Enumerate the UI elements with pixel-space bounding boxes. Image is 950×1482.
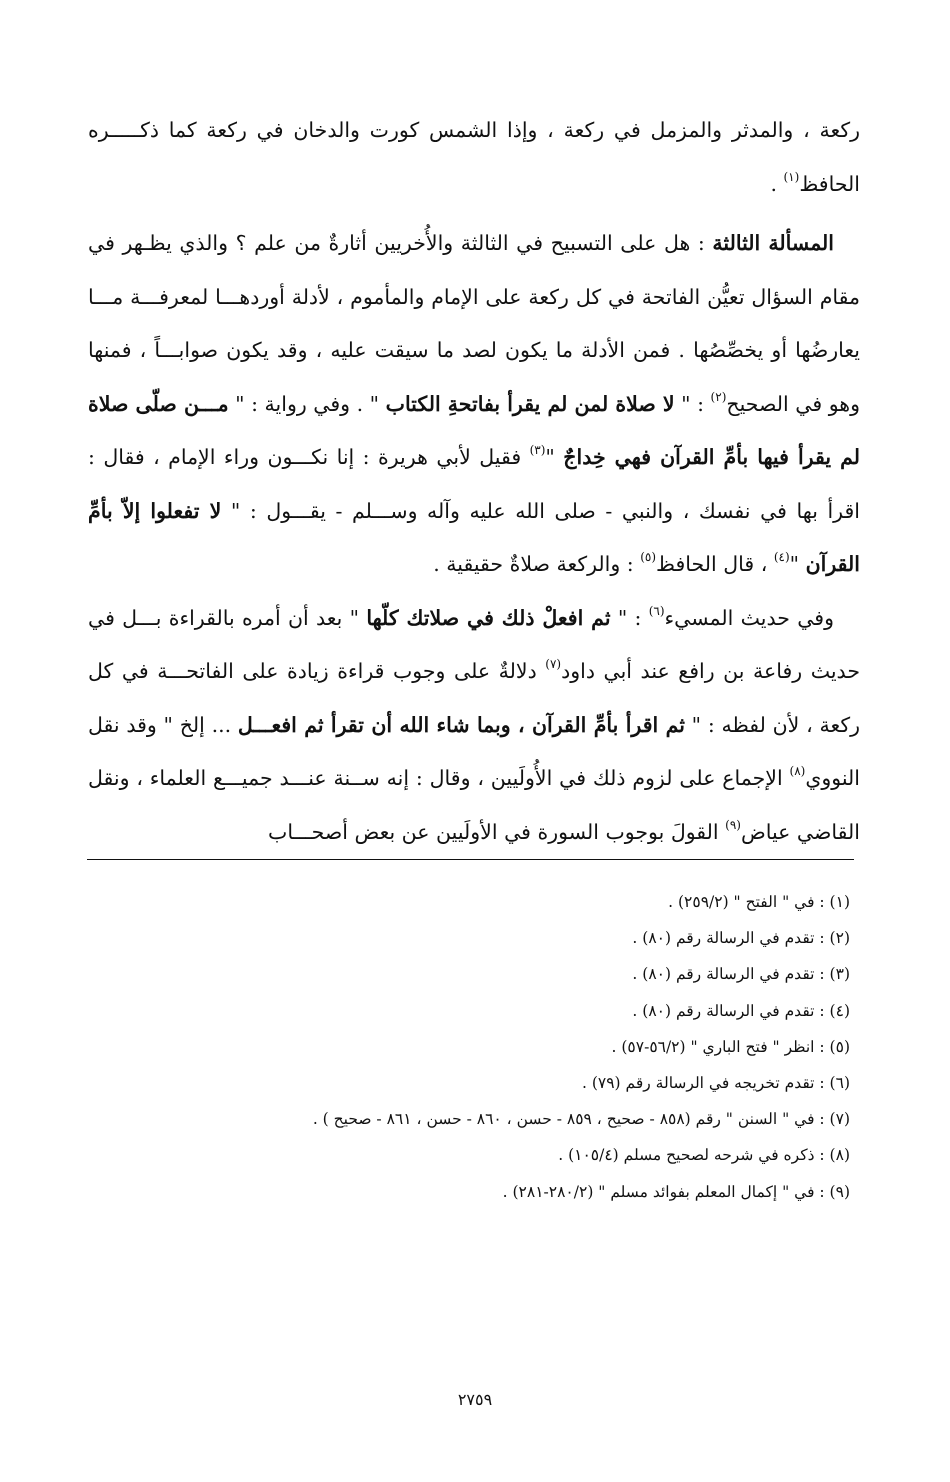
- footnote-reference: (٩): [725, 817, 741, 832]
- footnote-reference: (٥): [640, 550, 657, 564]
- footnote-reference: (٢): [710, 389, 727, 404]
- footnote-reference: (٨): [789, 764, 806, 778]
- text-segment: .: [770, 171, 784, 196]
- bold-quotation: مـــن صلّى صلاة لم يقرأ فيها بأمِّ القرآن فهي خِداجٌ: [88, 391, 860, 469]
- footnote-6: (٦) : تقدم تخريجه في الرسالة رقم (٧٩) .: [581, 1074, 850, 1093]
- paragraph-3: [88, 592, 860, 860]
- text-segment: " بعد أن أمره بالقراءة بـــل في حديث رفاعة بن رافع عند أبي داود: [88, 605, 860, 683]
- text-segment: : ": [610, 605, 649, 630]
- footnote-5: (٥) : انظر " فتح الباري " (٥٦/٢-٥٧) .: [611, 1037, 850, 1056]
- text-segment: ، قال الحافظ: [656, 552, 774, 576]
- footnote-2: (٢) : تقدم في الرسالة رقم (٨٠) .: [632, 929, 850, 948]
- text-segment: : والركعة صلاةٌ حقيقية .: [433, 552, 641, 576]
- main-text: [88, 104, 860, 859]
- bold-quotation: لا تفعلوا إلاّ بأمِّ القرآن: [88, 498, 860, 576]
- paragraph-2: [88, 217, 860, 592]
- text-segment: الإجماع على لزوم ذلك في الأُولَيين ، وقال : إنه ســنة عنـــد جميـــع العلماء ، ونقل القاضي عياض: [88, 766, 860, 844]
- text-segment: : ": [674, 391, 711, 416]
- text-segment: القولَ بوجوب السورة في الأولَيين عن بعض أصحـــاب: [268, 819, 726, 844]
- footnote-8: (٨) : ذكره في شرحه لصحيح مسلم (١٠٥/٤) .: [558, 1146, 850, 1165]
- text-segment: وفي حديث المسيء: [664, 605, 834, 630]
- bold-quotation: ثم اقرأ بأمِّ القرآن ، وبما شاء الله أن تقرأ ثم افعـــل: [237, 712, 685, 737]
- footnote-reference: (٣): [529, 443, 546, 457]
- footnotes: [88, 884, 850, 1210]
- text-segment: ": [545, 445, 564, 469]
- footnote-9: (٩) : في " إكمال المعلم بفوائد مسلم " (٢٨٠/٢-٢٨١) .: [502, 1182, 850, 1201]
- text-segment: دلالةٌ على وجوب قراءة زيادة على الفاتحـــة في كل ركعة ، لأن لفظه : ": [88, 659, 861, 737]
- footnote-3: (٣) : تقدم في الرسالة رقم (٨٠) .: [632, 965, 850, 984]
- text-segment: ... إلخ " وقد نقل النووي: [88, 712, 860, 790]
- footnote-separator: [87, 859, 854, 860]
- text-segment: : هل على التسبيح في الثالثة والأُخريين أثارةٌ من علم ؟ والذي يظـهر في مقام السؤال تعيُّن الفاتحة في كل ركعة على الإمام والمأموم ، لأدلة أوردهـــا لمعرفـــة مـــا يعارضُها أو يخصِّصُها . فمن الأدلة ما يكون لصد ما سيقت عليه ، وقد يكون صوابـــاً ، فمنها وهو في الصحيح: [88, 231, 861, 416]
- footnote-reference: (٦): [648, 603, 665, 618]
- page-number: ٢٧٥٩: [457, 1390, 493, 1409]
- text-segment: " . وفي رواية : ": [228, 391, 386, 416]
- text-segment: ركعة ، والمدثر والمزمل في ركعة ، وإذا الشمس كورت والدخان في ركعة كما ذكـــــره الحافظ: [88, 118, 860, 196]
- footnote-1: (١) : في " الفتح " (٢٥٩/٢) .: [668, 893, 850, 911]
- bold-quotation: المسألة الثالثة: [712, 231, 834, 255]
- footnote-7: (٧) : في " السنن " رقم (٨٥٨ - صحيح ، ٨٥٩ - حسن ، ٨٦٠ - حسن ، ٨٦١ - صحيح ) .: [312, 1110, 850, 1129]
- footnote-reference: (١): [783, 169, 800, 184]
- bold-quotation: ثم افعلْ ذلك في صلاتك كلّها: [366, 605, 611, 630]
- text-segment: ": [789, 552, 806, 576]
- bold-quotation: لا صلاة لمن لم يقرأ بفاتحةِ الكتاب: [385, 391, 675, 416]
- text-segment: فقيل لأبي هريرة : إنا نكـــون وراء الإمام ، فقال : اقرأ بها في نفسك ، والنبي - صلى الله عليه وآله وســـلم - يقـــول : ": [88, 445, 860, 523]
- paragraph-1: [88, 104, 860, 211]
- footnote-reference: (٤): [773, 550, 790, 564]
- footnote-4: (٤) : تقدم في الرسالة رقم (٨٠) .: [632, 1001, 850, 1020]
- footnote-reference: (٧): [545, 657, 562, 671]
